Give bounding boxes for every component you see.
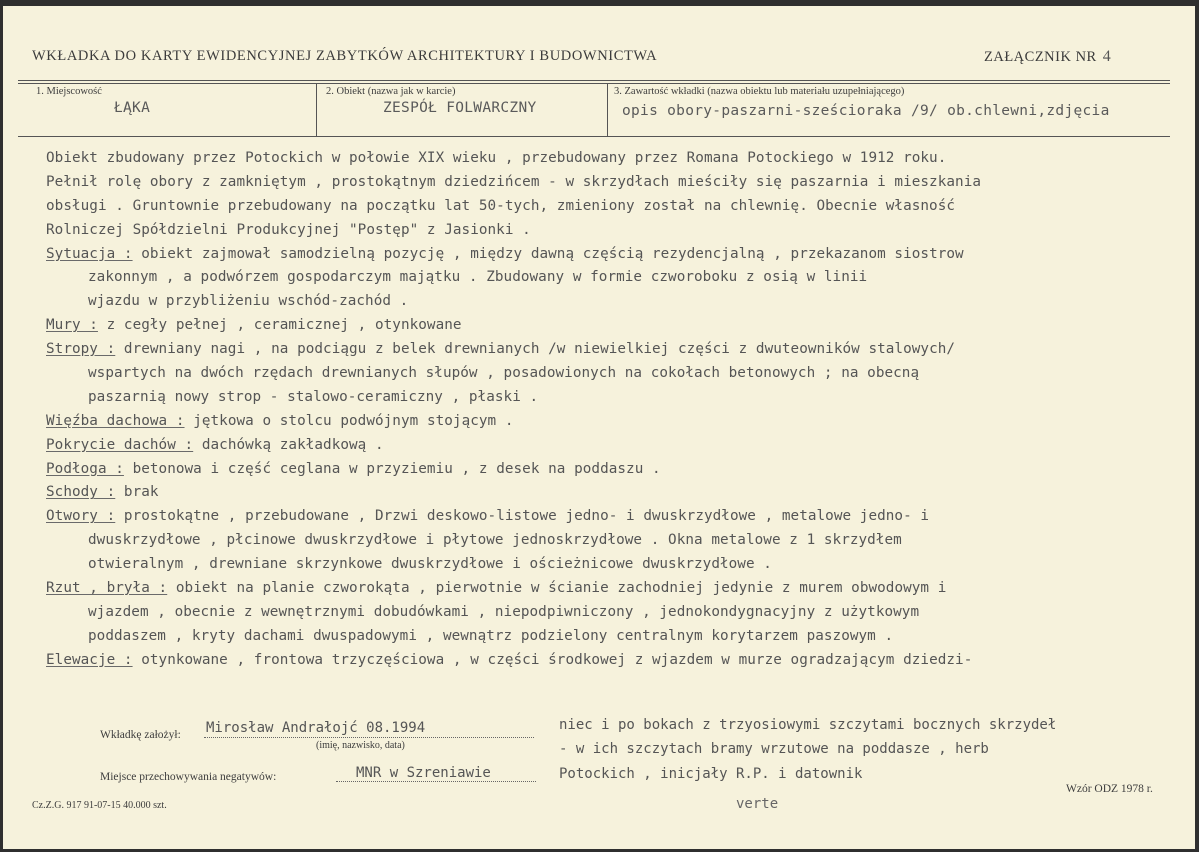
floor-line (46, 458, 1176, 482)
situation-text: obiekt zajmował samodzielną pozycję , między dawną częścią rezydencjalną , przekazanom siostrow (132, 245, 964, 262)
field-divider-2 (607, 83, 608, 136)
ceilings-line (46, 338, 1176, 362)
created-by-value: Mirosław Andrałojć 08.1994 (206, 720, 426, 736)
floor-text: betonowa i część ceglana w przyziemiu , z desek na poddaszu . (123, 460, 661, 477)
elevations-text: otynkowane , frontowa trzyczęściowa , w części środkowej z wjazdem w murze ogradzającym dziedzi- (132, 651, 973, 668)
ceilings-term: Stropy : (46, 341, 116, 358)
object-label: 2. Obiekt (nazwa jak w karcie) (326, 86, 456, 97)
openings-term: Otwory : (46, 508, 116, 525)
negatives-value: MNR w Szreniawie (356, 765, 491, 781)
situation-cont: zakonnym , a podwórzem gospodarczym majątku . Zbudowany w formie czworoboku z osią w linii (88, 269, 868, 286)
situation-line (46, 243, 1176, 267)
ceilings-text: drewniany nagi , na podciągu z belek drewnianych /w niewielkiej części z dwuteowników stalowych/ (115, 341, 956, 358)
intro-line: obsługi . Gruntownie przebudowany na początku lat 50-tych, zmieniony został na chlewnię. Obecnie własność (46, 197, 956, 214)
elevations-cont: Potockich , inicjały R.P. i datownik (559, 766, 863, 782)
field-row-top-rule-double (18, 83, 1170, 84)
annex-number-value: 4 (1102, 48, 1112, 65)
created-by-hint: (imię, nazwisko, data) (316, 740, 405, 751)
contents-label: 3. Zawartość wkładki (nazwa obiektu lub materiału uzupełniającego) (614, 86, 905, 97)
plan-line (46, 577, 1176, 601)
plan-cont: wjazdem , obecnie z wewnętrznymi dobudówkami , niepodpiwniczony , jednokondygnacyjny z użytkowym (88, 603, 920, 620)
truss-text: jętkowa o stolcu podwójnym stojącym . (184, 412, 514, 429)
ceilings-cont: paszarnią nowy strop - stalowo-ceramiczny , płaski . (88, 388, 539, 405)
stairs-term: Schody : (46, 484, 116, 501)
walls-term: Mury : (46, 317, 98, 334)
created-by-label: Wkładkę założył: (100, 729, 181, 741)
form-title: WKŁADKA DO KARTY EWIDENCYJNEJ ZABYTKÓW ARCHITEKTURY I BUDOWNICTWA (32, 48, 658, 64)
description-body (46, 147, 1176, 673)
situation-cont: wjazdu w przybliżeniu wschód-zachód . (88, 293, 409, 310)
stairs-text: brak (115, 484, 159, 501)
print-info: Cz.Z.G. 917 91-07-15 40.000 szt. (32, 800, 167, 811)
object-value: ZESPÓŁ FOLWARCZNY (383, 100, 537, 116)
scan-border-left (0, 0, 3, 852)
roofing-term: Pokrycie dachów : (46, 436, 194, 453)
annex-label: ZAŁĄCZNIK NR (984, 49, 1097, 65)
elevations-term: Elewacje : (46, 651, 133, 668)
negatives-dotted-line (336, 781, 536, 782)
field-row-bottom-rule (18, 136, 1170, 137)
elevations-cont: niec i po bokach z trzyosiowymi szczytami bocznych skrzydeł (559, 717, 1057, 733)
field-divider-1 (316, 83, 317, 136)
scan-border-top (0, 0, 1199, 6)
elevations-line (46, 649, 1176, 673)
intro-line: Rolniczej Spółdzielni Produkcyjnej "Postęp" z Jasionki . (46, 221, 531, 238)
plan-cont: poddaszem , kryty dachami dwuspadowymi , wewnątrz podzielony centralnym korytarzem paszowym . (88, 627, 894, 644)
situation-term: Sytuacja : (46, 245, 133, 262)
stairs-line (46, 481, 1176, 505)
roofing-line (46, 434, 1176, 458)
locality-label: 1. Miejscowość (36, 86, 102, 97)
truss-line (46, 410, 1176, 434)
created-by-dotted-line (204, 737, 534, 738)
scan-border-right (1195, 0, 1199, 852)
ceilings-cont: wspartych na dwóch rzędach drewnianych słupów , posadowionych na cokołach betonowych ; na obecną (88, 365, 920, 382)
annex-number (984, 48, 1111, 66)
roofing-text: dachówką zakładkową . (193, 436, 384, 453)
floor-term: Podłoga : (46, 460, 124, 477)
intro-line: Pełnił rolę obory z zamkniętym , prostokątnym dziedzińcem - w skrzydłach mieściły się paszarnia i mieszkania (46, 173, 982, 190)
form-model: Wzór ODZ 1978 r. (1066, 783, 1153, 795)
locality-value: ŁĄKA (114, 100, 151, 116)
contents-value: opis obory-paszarni-sześcioraka /9/ ob.chlewni,zdjęcia (622, 103, 1110, 119)
openings-line (46, 505, 1176, 529)
openings-text: prostokątne , przebudowane , Drzwi deskowo-listowe jedno- i dwuskrzydłowe , metalowe jedno- i (115, 508, 930, 525)
field-row-top-rule (18, 80, 1170, 81)
intro-line: Obiekt zbudowany przez Potockich w połowie XIX wieku , przebudowany przez Romana Potockiego w 1912 roku. (46, 150, 947, 166)
walls-line (46, 314, 1176, 338)
plan-term: Rzut , bryła : (46, 580, 168, 597)
openings-cont: dwuskrzydłowe , płcinowe dwuskrzydłowe i płytowe jednoskrzydłowe . Okna metalowe z 1 skrzydłem (88, 532, 902, 549)
openings-cont: otwieralnym , drewniane skrzynkowe dwuskrzydłowe i ościeżnicowe dwuskrzydłowe . (88, 556, 772, 573)
truss-term: Więźba dachowa : (46, 412, 185, 429)
plan-text: obiekt na planie czworokąta , pierwotnie w ścianie zachodniej jedynie z murem obwodowym i (167, 580, 947, 597)
elevations-cont: - w ich szczytach bramy wrzutowe na poddasze , herb (559, 741, 989, 757)
walls-text: z cegły pełnej , ceramicznej , otynkowane (97, 317, 462, 334)
negatives-label: Miejsce przechowywania negatywów: (100, 771, 277, 783)
verte-note: verte (736, 796, 779, 812)
